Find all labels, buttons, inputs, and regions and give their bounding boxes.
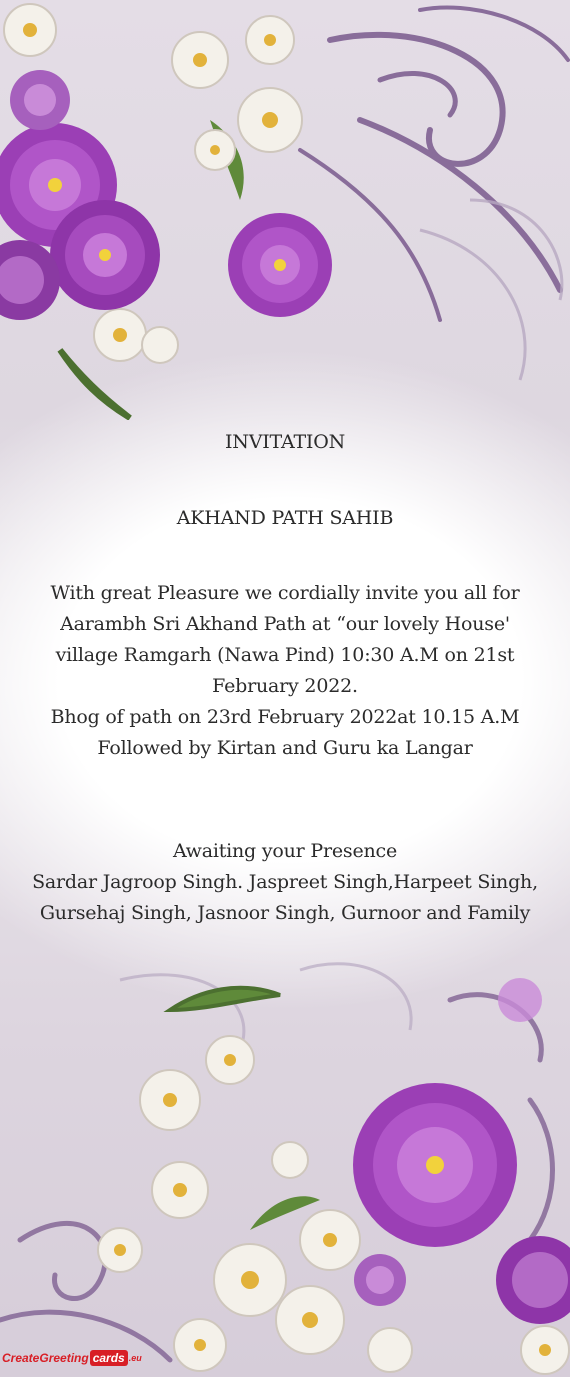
invitation-body bbox=[0, 578, 570, 764]
logo-badge: cards bbox=[90, 1350, 128, 1366]
invitation-closing bbox=[0, 836, 570, 929]
bottom-floral-decoration bbox=[0, 940, 570, 1377]
closing-line: Sardar Jagroop Singh. Jaspreet Singh,Harpeet Singh, bbox=[32, 871, 538, 893]
top-faint-swirls bbox=[420, 200, 562, 380]
closing-line: Gursehaj Singh, Jasnoor Singh, Gurnoor and Family bbox=[39, 902, 531, 924]
body-line: Aarambh Sri Akhand Path at “our lovely House' bbox=[60, 613, 510, 635]
invitation-title-block bbox=[0, 427, 570, 458]
top-floral-decoration bbox=[0, 0, 570, 420]
body-line: Followed by Kirtan and Guru ka Langar bbox=[97, 737, 473, 759]
logo-tld: .eu bbox=[128, 1353, 142, 1363]
invitation-title: INVITATION bbox=[224, 431, 346, 453]
body-line: With great Pleasure we cordially invite you all for bbox=[50, 582, 520, 604]
body-line: village Ramgarh (Nawa Pind) 10:30 A.M on 21st bbox=[55, 644, 515, 666]
logo-text: CreateGreeting bbox=[2, 1351, 89, 1365]
creategreetingcards-logo[interactable] bbox=[2, 1345, 142, 1371]
bottom-faint-swirls bbox=[120, 964, 411, 1050]
invitation-subtitle: AKHAND PATH SAHIB bbox=[176, 507, 394, 529]
closing-line: Awaiting your Presence bbox=[172, 840, 398, 862]
top-swirls bbox=[300, 7, 568, 320]
body-line: February 2022. bbox=[212, 675, 358, 697]
invitation-subtitle-block bbox=[0, 503, 570, 534]
body-line: Bhog of path on 23rd February 2022at 10.15 A.M bbox=[50, 706, 520, 728]
